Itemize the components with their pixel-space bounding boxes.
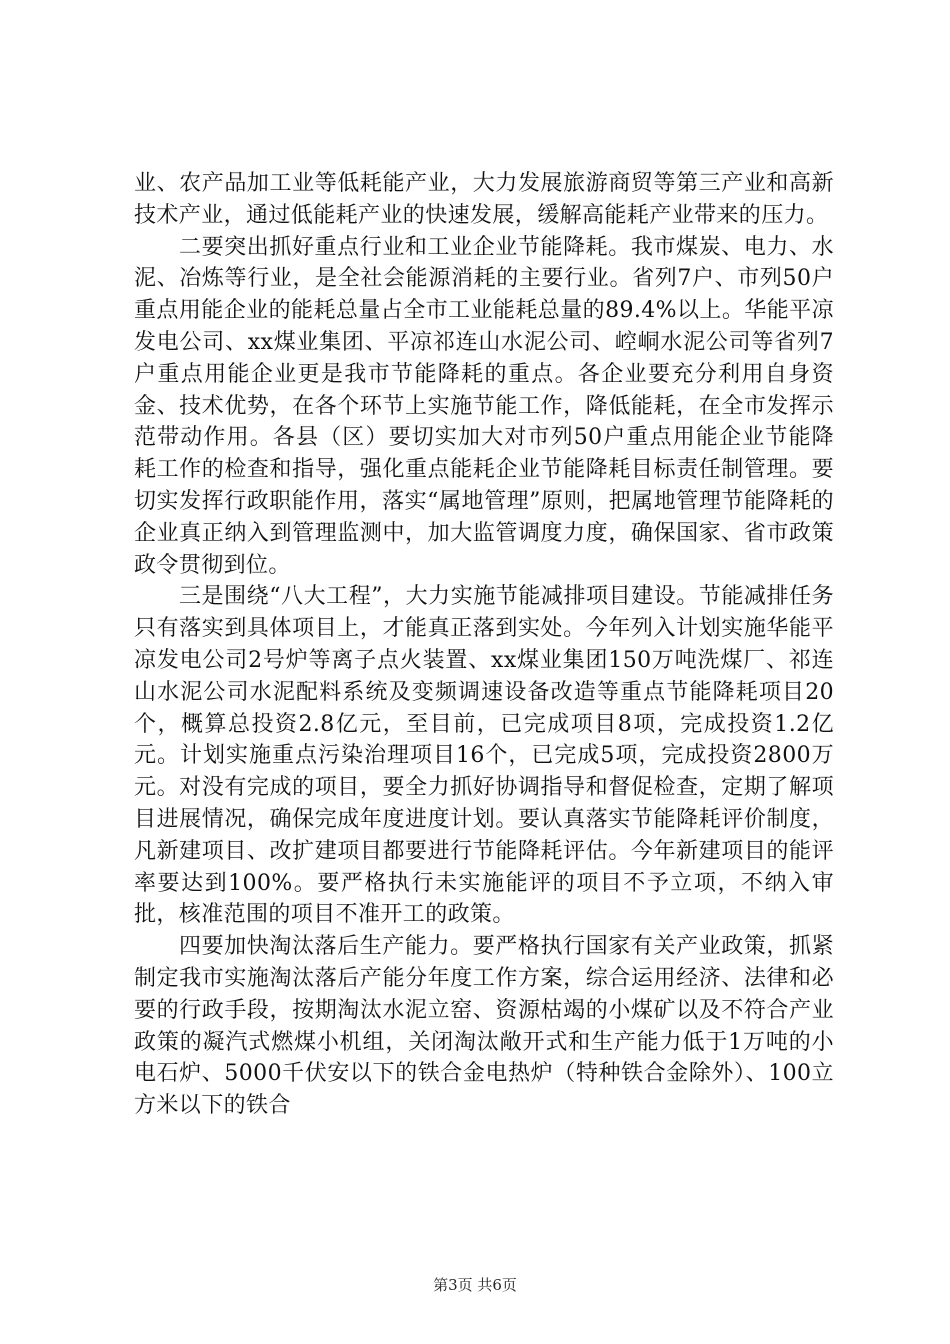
paragraph-key-industries: 二要突出抓好重点行业和工业企业节能降耗。我市煤炭、电力、水泥、冶炼等行业，是全社会能源消耗的主要行业。省列7户、市列50户重点用能企业的能耗总量占全市工业能耗总量的89.4%以上。华能平凉发电公司、xx煤业集团、平凉祁连山水泥公司、崆峒水泥公司等省列7户重点用能企业更是我市节能降耗的重点。各企业要充分利用自身资金、技术优势，在各个环节上实施节能工作，降低能耗，在全市发挥示范带动作用。各县（区）要切实加大对市列50户重点用能企业节能降耗工作的检查和指导，强化重点能耗企业节能降耗目标责任制管理。要切实发挥行政职能作用，落实“属地管理”原则，把属地管理节能降耗的企业真正纳入到管理监测中，加大监管调度力度，确保国家、省市政策政令贯彻到位。 xyxy=(134,234,834,578)
paragraph-continuation: 业、农产品加工业等低耗能产业，大力发展旅游商贸等第三产业和高新技术产业，通过低能耗产业的快速发展，缓解高能耗产业带来的压力。 xyxy=(134,171,834,228)
paragraph-eight-projects: 三是围绕“八大工程”，大力实施节能减排项目建设。节能减排任务只有落实到具体项目上，才能真正落到实处。今年列入计划实施华能平凉发电公司2号炉等离子点火装置、xx煤业集团150万吨洗煤厂、祁连山水泥公司水泥配料系统及变频调速设备改造等重点节能降耗项目20个，概算总投资2.8亿元，至目前，已完成项目8项，完成投资1.2亿元。计划实施重点污染治理项目16个，已完成5项，完成投资2800万元。对没有完成的项目，要全力抓好协调指导和督促检查，定期了解项目进展情况，确保完成年度进度计划。要认真落实节能降耗评价制度，凡新建项目、改扩建项目都要进行节能降耗评估。今年新建项目的能评率要达到100%。要严格执行未实施能评的项目不予立项，不纳入审批，核准范围的项目不准开工的政策。 xyxy=(134,584,834,928)
paragraph-eliminate-capacity: 四要加快淘汰落后生产能力。要严格执行国家有关产业政策，抓紧制定我市实施淘汰落后产能分年度工作方案，综合运用经济、法律和必要的行政手段，按期淘汰水泥立窑、资源枯竭的小煤矿以及不符合产业政策的凝汽式燃煤小机组，关闭淘汰敞开式和生产能力低于1万吨的小电石炉、5000千伏安以下的铁合金电热炉（特种铁合金除外）、100立方米以下的铁合 xyxy=(134,934,834,1119)
document-body xyxy=(134,168,834,1122)
page-number-label: 第3页 共6页 xyxy=(433,1276,517,1294)
page-footer xyxy=(0,1275,950,1295)
